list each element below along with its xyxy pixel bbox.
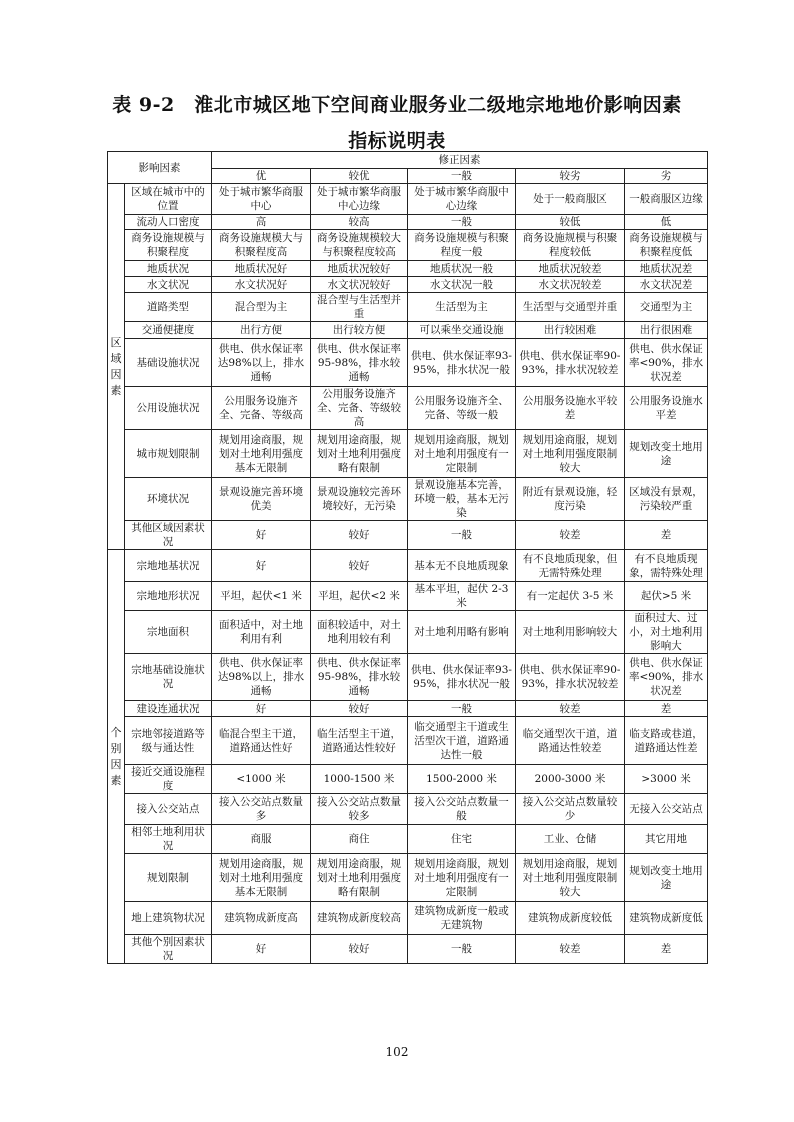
factor-name: 环境状况 — [125, 478, 212, 521]
table-row — [108, 387, 708, 430]
grade-cell: 供电、供水保证率90-93%，排水状况较差 — [516, 339, 625, 387]
table-row — [108, 230, 708, 261]
table-row — [108, 582, 708, 611]
grade-cell: 商服 — [212, 825, 311, 854]
grade-cell: 出行方便 — [212, 322, 311, 339]
factor-name: 接入公交站点 — [125, 794, 212, 825]
grade-cell: 公用服务设施水平较差 — [516, 387, 625, 430]
grade-cell: 公用服务设施齐全、完备、等级高 — [212, 387, 311, 430]
grade-cell: 水文状况一般 — [408, 277, 516, 293]
grade-cell: 公用服务设施齐全、完备、等级较高 — [311, 387, 408, 430]
grade-cell: 接入公交站点数量多 — [212, 794, 311, 825]
factor-name: 接近交通设施程度 — [125, 765, 212, 794]
grade-cell: 一般 — [408, 701, 516, 717]
table-row — [108, 611, 708, 654]
grade-cell: 差 — [625, 521, 708, 550]
grade-cell: 较差 — [516, 935, 625, 964]
grade-cell: 景观设施完善环境优美 — [212, 478, 311, 521]
grade-cell: 较差 — [516, 521, 625, 550]
factor-name: 区域在城市中的位置 — [125, 184, 212, 215]
grade-cell: 好 — [212, 550, 311, 582]
grade-cell: 差 — [625, 935, 708, 964]
table-row — [108, 701, 708, 717]
grade-cell: 较好 — [311, 701, 408, 717]
grade-cell: 有一定起伏 3-5 米 — [516, 582, 625, 611]
grade-cell: 景观设施基本完善，环境一般，基本无污染 — [408, 478, 516, 521]
grade-cell: 临交通型次干道，道路通达性较差 — [516, 717, 625, 765]
factor-name: 其他区域因素状况 — [125, 521, 212, 550]
grade-cell: 水文状况较差 — [516, 277, 625, 293]
grade-cell: 地质状况差 — [625, 261, 708, 277]
grade-cell: 有不良地质现象，但无需特殊处理 — [516, 550, 625, 582]
grade-cell: 对土地利用影响较大 — [516, 611, 625, 654]
table-title-line2: 指标说明表 — [348, 130, 446, 152]
grade-cell: 一般商服区边缘 — [625, 184, 708, 215]
grade-cell: 商务设施规模较大与积聚程度较高 — [311, 230, 408, 261]
grade-cell: 住宅 — [408, 825, 516, 854]
grade-cell: 较高 — [311, 215, 408, 230]
table-title: 表 9-2 淮北市城区地下空间商业服务业二级地宗地地价影响因素 — [112, 94, 682, 116]
grade-cell: 好 — [212, 521, 311, 550]
factor-name: 宗地地基状况 — [125, 550, 212, 582]
grade-cell: 供电、供水保证率93-95%，排水状况一般 — [408, 654, 516, 701]
table-row — [108, 550, 708, 582]
grade-cell: 地质状况一般 — [408, 261, 516, 277]
grade-cell: 规划改变土地用途 — [625, 430, 708, 478]
grade-cell: 处于城市繁华商服中心 — [212, 184, 311, 215]
grade-cell: 商务设施规模与积聚程度一般 — [408, 230, 516, 261]
group-label: 个 别 因 素 — [108, 550, 125, 964]
grade-cell: 1500-2000 米 — [408, 765, 516, 794]
grade-cell: 较好 — [311, 521, 408, 550]
grade-cell: 较好 — [311, 550, 408, 582]
grade-cell: 处于城市繁华商服中心边缘 — [311, 184, 408, 215]
grade-cell: 可以乘坐交通设施 — [408, 322, 516, 339]
grade-cell: 基本平坦，起伏 2-3 米 — [408, 582, 516, 611]
table-row — [108, 430, 708, 478]
grade-cell: 规划用途商服，规划对土地利用强度有一定限制 — [408, 430, 516, 478]
factor-name: 交通便捷度 — [125, 322, 212, 339]
grade-cell: 供电、供水保证率90-93%，排水状况较差 — [516, 654, 625, 701]
table-row — [108, 322, 708, 339]
table-row — [108, 935, 708, 964]
factor-name: 城市规划限制 — [125, 430, 212, 478]
table-row — [108, 261, 708, 277]
grade-cell: 较好 — [311, 935, 408, 964]
header-grade: 优 — [212, 169, 311, 184]
page-number: 102 — [385, 1045, 409, 1059]
grade-cell: 接入公交站点数量较多 — [311, 794, 408, 825]
grade-cell: 建筑物成新度低 — [625, 902, 708, 935]
factor-name: 基础设施状况 — [125, 339, 212, 387]
grade-cell: 商务设施规模与积聚程度较低 — [516, 230, 625, 261]
header-factor: 影响因素 — [108, 152, 212, 184]
factor-table — [107, 151, 708, 964]
factor-name: 地上建筑物状况 — [125, 902, 212, 935]
header-correction: 修正因素 — [212, 152, 708, 169]
grade-cell: 规划用途商服，规划对土地利用强度略有限制 — [311, 854, 408, 902]
table-row — [108, 854, 708, 902]
grade-cell: 一般 — [408, 521, 516, 550]
grade-cell: <1000 米 — [212, 765, 311, 794]
grade-cell: 较差 — [516, 701, 625, 717]
grade-cell: 面积较适中，对土地利用较有利 — [311, 611, 408, 654]
grade-cell: 接入公交站点数量较少 — [516, 794, 625, 825]
table-row — [108, 478, 708, 521]
factor-name: 建设连通状况 — [125, 701, 212, 717]
table-row — [108, 277, 708, 293]
grade-cell: 有不良地质现象，需特殊处理 — [625, 550, 708, 582]
grade-cell: 建筑物成新度较低 — [516, 902, 625, 935]
grade-cell: 生活型与交通型并重 — [516, 293, 625, 322]
grade-cell: 规划用途商服，规划对土地利用强度基本无限制 — [212, 854, 311, 902]
grade-cell: 水文状况较好 — [311, 277, 408, 293]
grade-cell: 公用服务设施水平差 — [625, 387, 708, 430]
header-grade: 较优 — [311, 169, 408, 184]
grade-cell: 水文状况好 — [212, 277, 311, 293]
grade-cell: 供电、供水保证率<90%，排水状况差 — [625, 339, 708, 387]
grade-cell: 建筑物成新度较高 — [311, 902, 408, 935]
grade-cell: 公用服务设施齐全、完备、等级一般 — [408, 387, 516, 430]
factor-name: 流动人口密度 — [125, 215, 212, 230]
table-row — [108, 825, 708, 854]
grade-cell: 高 — [212, 215, 311, 230]
table-row — [108, 521, 708, 550]
grade-cell: 规划用途商服，规划对土地利用强度略有限制 — [311, 430, 408, 478]
grade-cell: 地质状况较好 — [311, 261, 408, 277]
grade-cell: 无接入公交站点 — [625, 794, 708, 825]
grade-cell: 供电、供水保证率达98%以上，排水通畅 — [212, 654, 311, 701]
factor-name: 商务设施规模与积聚程度 — [125, 230, 212, 261]
grade-cell: 供电、供水保证率达98%以上，排水通畅 — [212, 339, 311, 387]
grade-cell: 供电、供水保证率<90%，排水状况差 — [625, 654, 708, 701]
table-row — [108, 339, 708, 387]
grade-cell: 混合型为主 — [212, 293, 311, 322]
factor-name: 道路类型 — [125, 293, 212, 322]
factor-name: 公用设施状况 — [125, 387, 212, 430]
table-row — [108, 902, 708, 935]
table-row — [108, 293, 708, 322]
header-grade: 较劣 — [516, 169, 625, 184]
factor-name: 宗地地形状况 — [125, 582, 212, 611]
grade-cell: 好 — [212, 701, 311, 717]
factor-name: 相邻土地利用状况 — [125, 825, 212, 854]
grade-cell: 供电、供水保证率93-95%，排水状况一般 — [408, 339, 516, 387]
grade-cell: 建筑物成新度一般或无建筑物 — [408, 902, 516, 935]
factor-name: 宗地邻接道路等级与通达性 — [125, 717, 212, 765]
grade-cell: 地质状况好 — [212, 261, 311, 277]
grade-cell: 一般 — [408, 935, 516, 964]
grade-cell: 商务设施规模与积聚程度低 — [625, 230, 708, 261]
table-row — [108, 215, 708, 230]
factor-name: 宗地基础设施状况 — [125, 654, 212, 701]
grade-cell: 2000-3000 米 — [516, 765, 625, 794]
table-row — [108, 794, 708, 825]
grade-cell: 面积适中，对土地利用有利 — [212, 611, 311, 654]
grade-cell: 出行很困难 — [625, 322, 708, 339]
table-row — [108, 765, 708, 794]
grade-cell: 其它用地 — [625, 825, 708, 854]
grade-cell: 工业、仓储 — [516, 825, 625, 854]
factor-name: 水文状况 — [125, 277, 212, 293]
grade-cell: 规划用途商服，规划对土地利用强度有一定限制 — [408, 854, 516, 902]
grade-cell: 水文状况差 — [625, 277, 708, 293]
header-grade: 一般 — [408, 169, 516, 184]
grade-cell: 出行较方便 — [311, 322, 408, 339]
grade-cell: 处于城市繁华商服中心边缘 — [408, 184, 516, 215]
grade-cell: 生活型为主 — [408, 293, 516, 322]
grade-cell: 商住 — [311, 825, 408, 854]
grade-cell: 规划用途商服，规划对土地利用强度基本无限制 — [212, 430, 311, 478]
grade-cell: 附近有景观设施，轻度污染 — [516, 478, 625, 521]
grade-cell: 临交通型主干道或生活型次干道，道路通达性一般 — [408, 717, 516, 765]
grade-cell: 区域没有景观，污染较严重 — [625, 478, 708, 521]
group-label: 区 域 因 素 — [108, 184, 125, 550]
table-row — [108, 184, 708, 215]
factor-name: 规划限制 — [125, 854, 212, 902]
grade-cell: 接入公交站点数量一般 — [408, 794, 516, 825]
grade-cell: 基本无不良地质现象 — [408, 550, 516, 582]
grade-cell: 临混合型主干道，道路通达性好 — [212, 717, 311, 765]
grade-cell: 差 — [625, 701, 708, 717]
grade-cell: 混合型与生活型并重 — [311, 293, 408, 322]
table-row — [108, 654, 708, 701]
table-row — [108, 717, 708, 765]
grade-cell: 规划改变土地用途 — [625, 854, 708, 902]
factor-name: 宗地面积 — [125, 611, 212, 654]
grade-cell: 交通型为主 — [625, 293, 708, 322]
grade-cell: 景观设施较完善环境较好，无污染 — [311, 478, 408, 521]
grade-cell: >3000 米 — [625, 765, 708, 794]
grade-cell: 地质状况较差 — [516, 261, 625, 277]
header-row — [108, 152, 708, 169]
grade-cell: 出行较困难 — [516, 322, 625, 339]
grade-cell: 较低 — [516, 215, 625, 230]
factor-name: 地质状况 — [125, 261, 212, 277]
grade-cell: 建筑物成新度高 — [212, 902, 311, 935]
grade-cell: 供电、供水保证率95-98%，排水较通畅 — [311, 654, 408, 701]
grade-cell: 供电、供水保证率95-98%，排水较通畅 — [311, 339, 408, 387]
grade-cell: 规划用途商服，规划对土地利用强度限制较大 — [516, 430, 625, 478]
header-grade: 劣 — [625, 169, 708, 184]
grade-cell: 好 — [212, 935, 311, 964]
grade-cell: 一般 — [408, 215, 516, 230]
grade-cell: 临支路或巷道，道路通达性差 — [625, 717, 708, 765]
grade-cell: 商务设施规模大与积聚程度高 — [212, 230, 311, 261]
grade-cell: 处于一般商服区 — [516, 184, 625, 215]
grade-cell: 平坦，起伏<1 米 — [212, 582, 311, 611]
grade-cell: 规划用途商服，规划对土地利用强度限制较大 — [516, 854, 625, 902]
factor-name: 其他个别因素状况 — [125, 935, 212, 964]
grade-cell: 平坦，起伏<2 米 — [311, 582, 408, 611]
grade-cell: 面积过大、过小，对土地利用影响大 — [625, 611, 708, 654]
grade-cell: 低 — [625, 215, 708, 230]
grade-cell: 起伏>5 米 — [625, 582, 708, 611]
grade-cell: 临生活型主干道，道路通达性较好 — [311, 717, 408, 765]
grade-cell: 1000-1500 米 — [311, 765, 408, 794]
grade-cell: 对土地利用略有影响 — [408, 611, 516, 654]
